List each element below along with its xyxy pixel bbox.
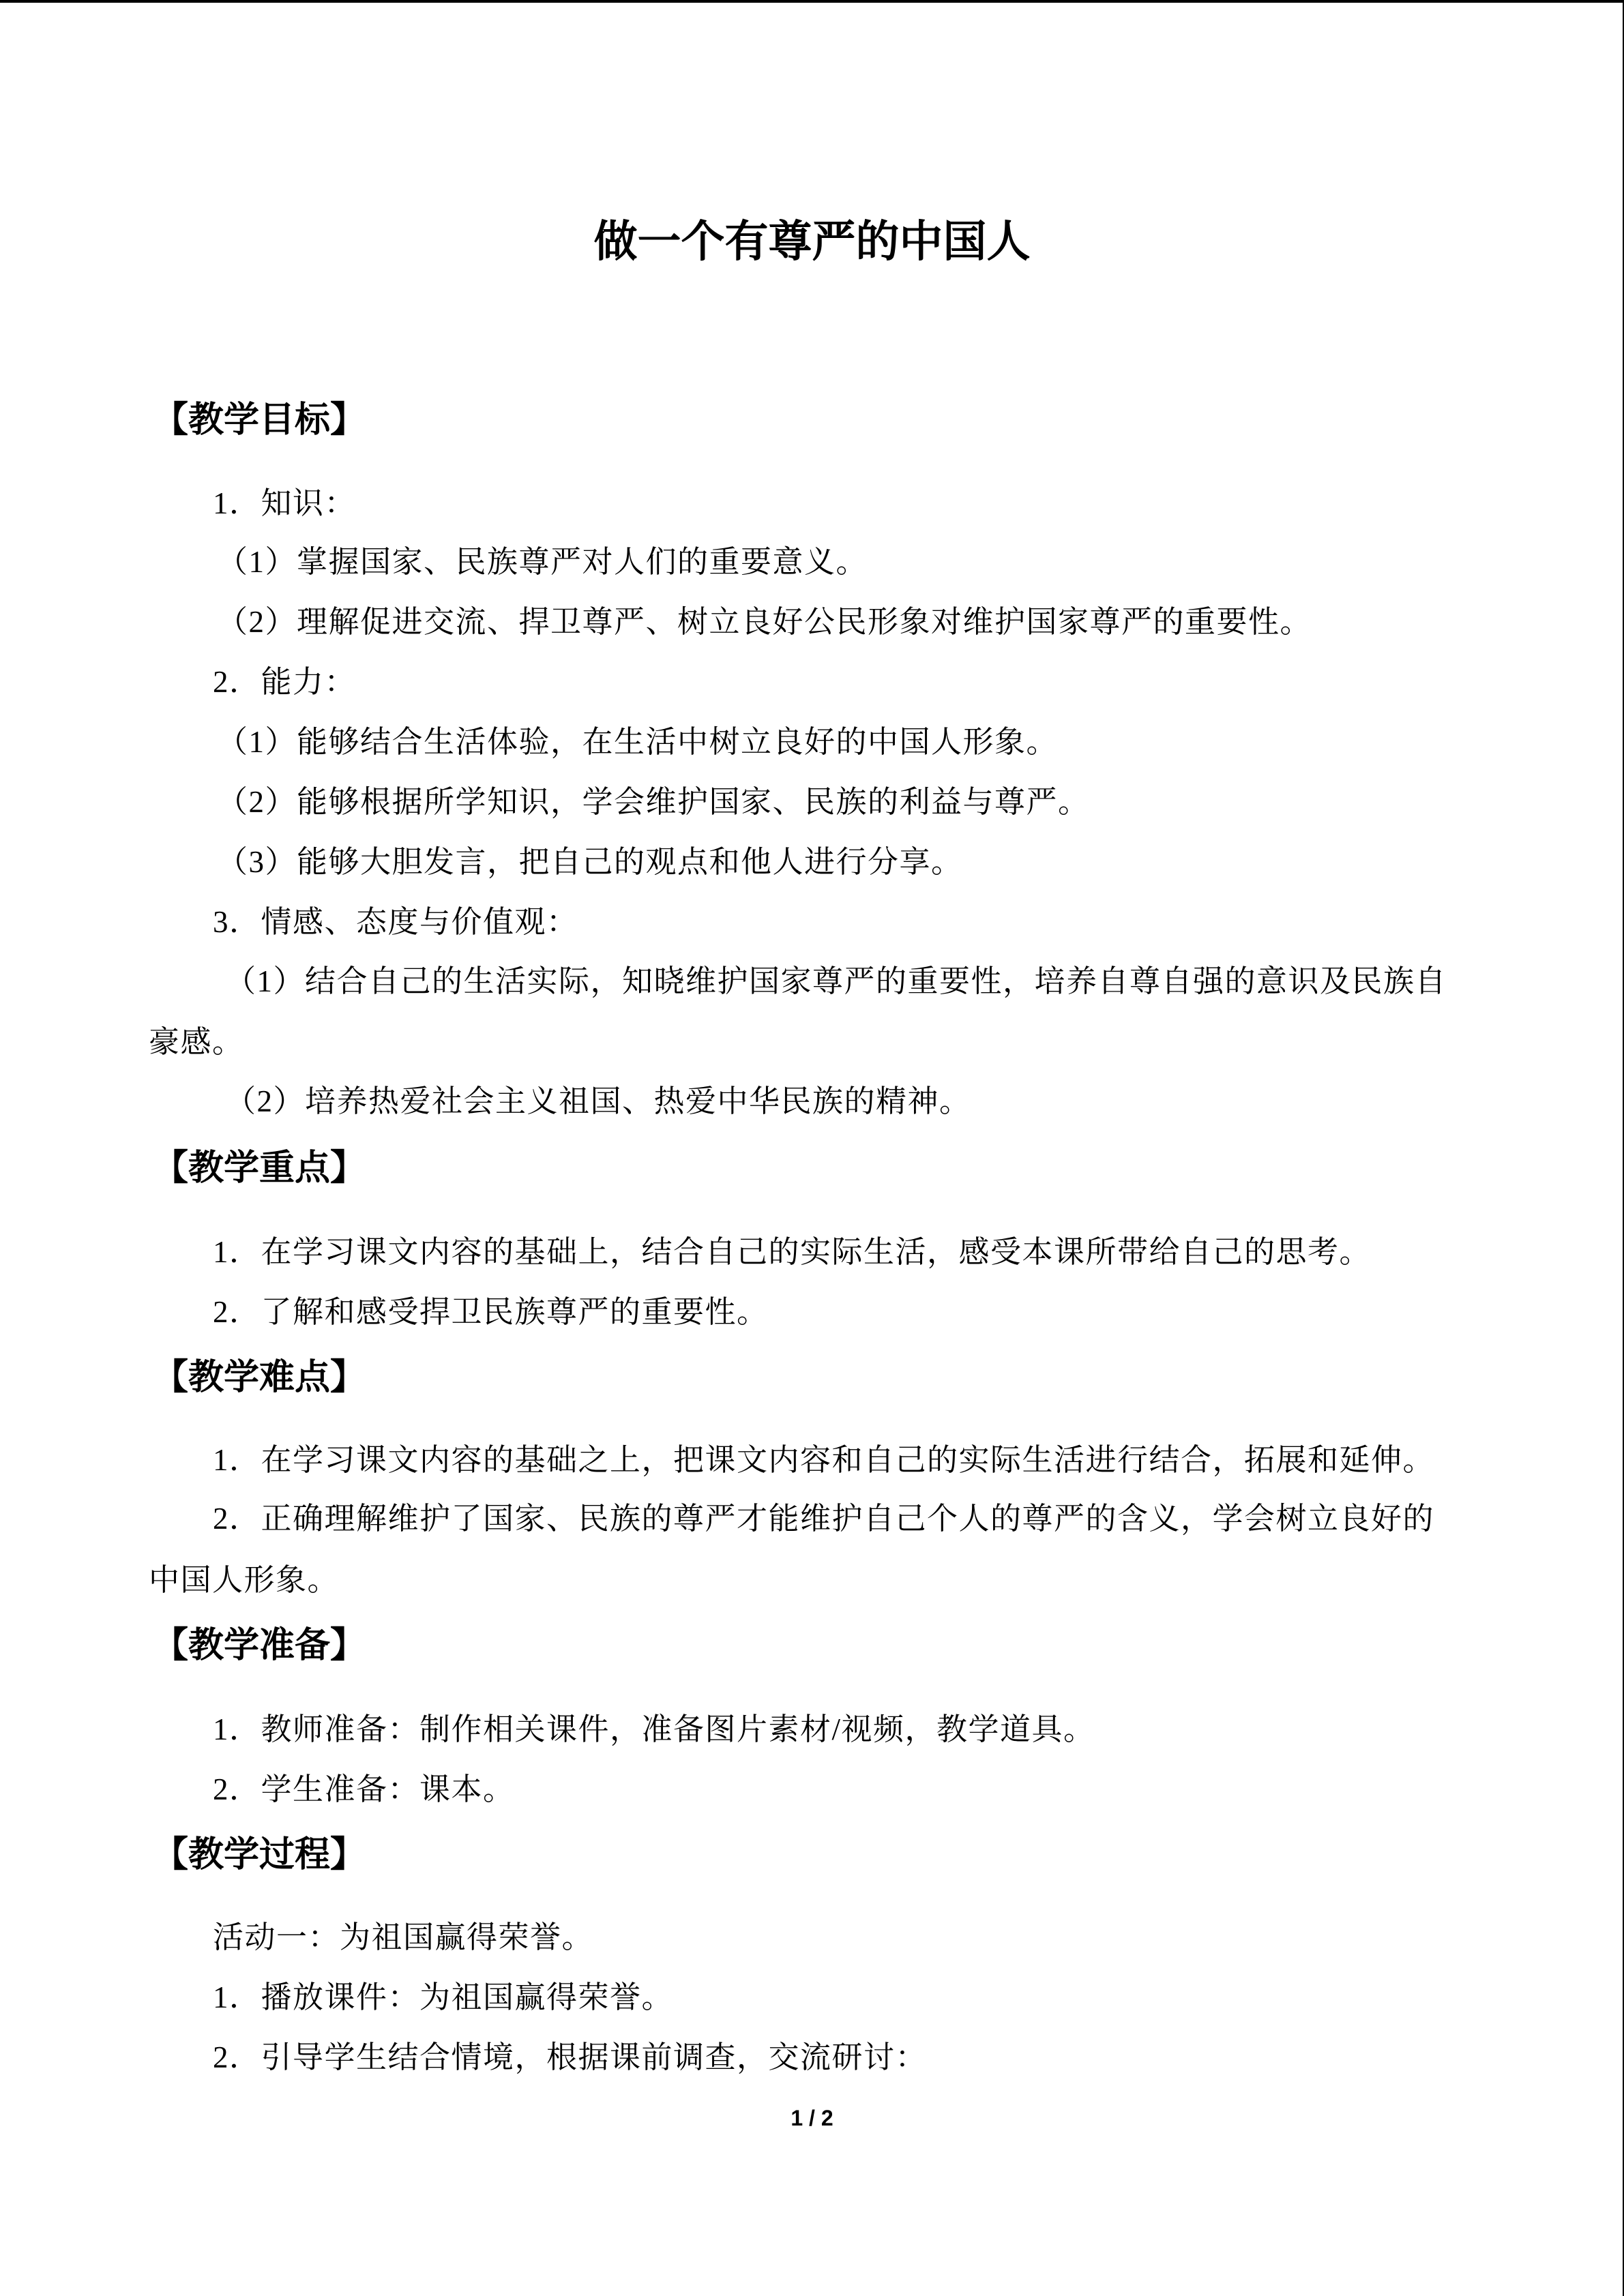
- section-heading-objectives: 【教学目标】: [153, 400, 366, 441]
- preparation-item-1: 1．教师准备：制作相关课件，准备图片素材/视频，教学道具。: [213, 1712, 1095, 1746]
- section-heading-difficulties: 【教学难点】: [153, 1357, 366, 1398]
- ability-item-2: （2）能够根据所学知识，学会维护国家、民族的利益与尊严。: [217, 785, 1090, 819]
- knowledge-item-2: （2）理解促进交流、捍卫尊严、树立良好公民形象对维护国家尊严的重要性。: [217, 605, 1312, 639]
- section-heading-process: 【教学过程】: [153, 1834, 366, 1875]
- document-title: 做一个有尊严的中国人: [593, 217, 1031, 267]
- section-heading-preparation: 【教学准备】: [153, 1625, 366, 1666]
- ability-item-3: （3）能够大胆发言，把自己的观点和他人进行分享。: [217, 845, 963, 879]
- activity-title: 活动一：为祖国赢得荣誉。: [213, 1920, 594, 1954]
- emotion-item-1-line-2: 豪感。: [149, 1025, 244, 1059]
- ability-item-1: （1）能够结合生活体验，在生活中树立良好的中国人形象。: [217, 725, 1059, 759]
- process-item-1: 1．播放课件：为祖国赢得荣誉。: [213, 1980, 674, 2014]
- difficulty-2-line-1: 2．正确理解维护了国家、民族的尊严才能维护自己个人的尊严的含义，学会树立良好的: [213, 1502, 1435, 1536]
- difficulty-1: 1．在学习课文内容的基础之上，把课文内容和自己的实际生活进行结合，拓展和延伸。: [213, 1443, 1435, 1477]
- preparation-item-2: 2．学生准备：课本。: [213, 1772, 515, 1806]
- section-heading-key-points: 【教学重点】: [153, 1148, 366, 1189]
- emotion-label: 3．情感、态度与价值观：: [213, 905, 578, 939]
- page-number: 1 / 2: [791, 2106, 833, 2130]
- difficulty-2-line-2: 中国人形象。: [149, 1563, 340, 1597]
- process-item-2: 2．引导学生结合情境，根据课前调查，交流研讨：: [213, 2040, 928, 2074]
- page-border-top: [0, 0, 1624, 3]
- key-point-1: 1．在学习课文内容的基础上，结合自己的实际生活，感受本课所带给自己的思考。: [213, 1235, 1372, 1269]
- knowledge-label: 1．知识：: [213, 486, 357, 520]
- knowledge-item-1: （1）掌握国家、民族尊严对人们的重要意义。: [217, 545, 868, 579]
- ability-label: 2．能力：: [213, 665, 357, 699]
- emotion-item-1-line-1: （1）结合自己的生活实际，知晓维护国家尊严的重要性，培养自尊自强的意识及民族自: [225, 964, 1447, 998]
- key-point-2: 2．了解和感受捍卫民族尊严的重要性。: [213, 1295, 769, 1329]
- emotion-item-2: （2）培养热爱社会主义祖国、热爱中华民族的精神。: [225, 1084, 971, 1118]
